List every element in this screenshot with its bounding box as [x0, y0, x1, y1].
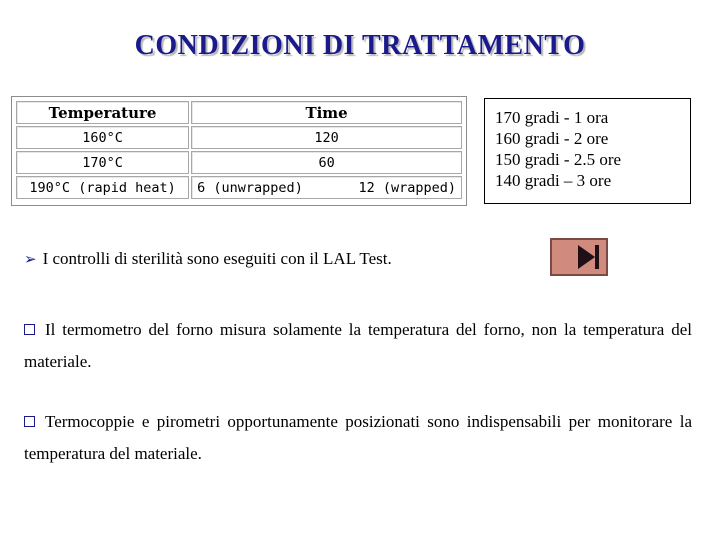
square-bullet-icon	[24, 324, 35, 335]
arrow-bullet-item	[24, 249, 392, 269]
temperature-table-frame	[11, 96, 467, 206]
skip-to-end-icon	[552, 240, 606, 274]
square-bullet-icon	[24, 416, 35, 427]
cell-time	[191, 176, 462, 199]
arrow-bullet-text: I controlli di sterilità sono eseguiti con il LAL Test.	[42, 249, 392, 268]
gradi-line: 170 gradi - 1 ora	[495, 108, 609, 127]
skip-to-end-button[interactable]	[550, 238, 608, 276]
arrow-bullet-icon: ➢	[24, 252, 37, 268]
time-split	[195, 180, 458, 196]
table-row	[16, 151, 462, 174]
paragraph-text: Il termometro del forno misura solamente la temperatura del forno, non la temperatura del materiale.	[24, 320, 692, 371]
cell-time: 120	[191, 126, 462, 149]
cell-time: 60	[191, 151, 462, 174]
gradi-box	[484, 98, 691, 204]
gradi-line: 160 gradi - 2 ore	[495, 129, 609, 148]
cell-temperature: 160°C	[16, 126, 189, 149]
gradi-line: 150 gradi - 2.5 ore	[495, 150, 622, 169]
time-wrapped: 12 (wrapped)	[358, 179, 456, 196]
gradi-line: 140 gradi – 3 ore	[495, 171, 612, 190]
cell-temperature: 190°C (rapid heat)	[16, 176, 189, 199]
header-time: Time	[191, 101, 462, 124]
table-row	[16, 176, 462, 199]
paragraph-thermometer	[24, 314, 692, 378]
paragraph-text: Termocoppie e pirometri opportunamente posizionati sono indispensabili per monitorare la temperatura del materiale.	[24, 412, 692, 463]
slide-title: CONDIZIONI DI TRATTAMENTO	[134, 30, 586, 61]
cell-temperature: 170°C	[16, 151, 189, 174]
temperature-time-table	[14, 99, 464, 201]
header-temperature: Temperature	[16, 101, 189, 124]
table-header-row	[16, 101, 462, 124]
time-unwrapped: 6 (unwrapped)	[197, 179, 303, 196]
paragraph-thermocouples	[24, 406, 692, 470]
table-row	[16, 126, 462, 149]
